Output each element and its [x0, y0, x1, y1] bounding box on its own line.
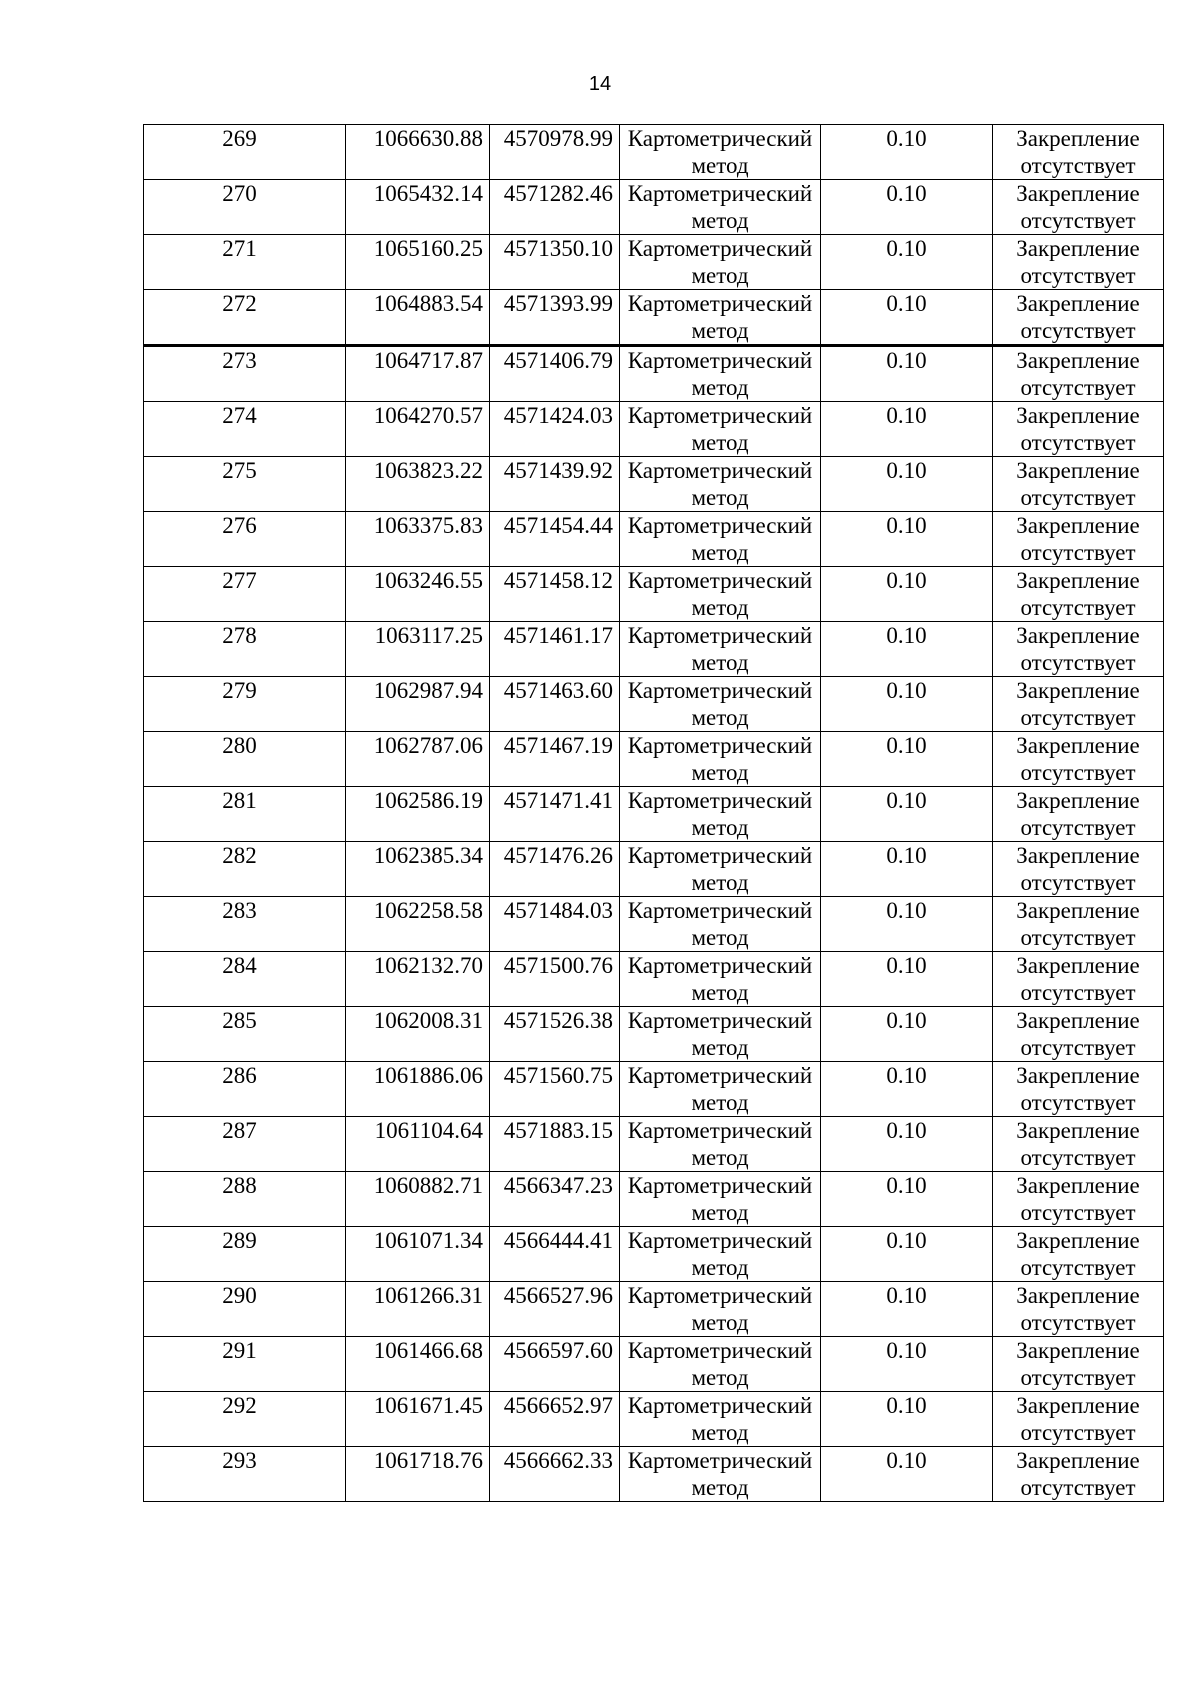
- x-coordinate-cell: 1066630.88: [346, 125, 490, 180]
- method-cell: [620, 567, 821, 622]
- y-coordinate-cell: 4571476.26: [490, 842, 620, 897]
- fixing-cell: [993, 457, 1164, 512]
- point-number-cell: 276: [144, 512, 346, 567]
- accuracy-cell: 0.10: [821, 1447, 993, 1502]
- fixing-line-2: отсутствует: [1020, 1200, 1136, 1225]
- fixing-line-1: Закрепление: [1016, 1338, 1140, 1363]
- point-number-cell: 275: [144, 457, 346, 512]
- method-cell: [620, 1007, 821, 1062]
- x-coordinate-cell: 1063117.25: [346, 622, 490, 677]
- point-number-cell: 290: [144, 1282, 346, 1337]
- table-row: [144, 677, 1164, 732]
- fixing-cell: [993, 952, 1164, 1007]
- y-coordinate-cell: 4571467.19: [490, 732, 620, 787]
- y-coordinate-cell: 4570978.99: [490, 125, 620, 180]
- fixing-cell: [993, 235, 1164, 290]
- method-line-2: метод: [691, 1035, 749, 1060]
- fixing-cell: [993, 290, 1164, 346]
- table-row: [144, 1337, 1164, 1392]
- fixing-cell: [993, 1282, 1164, 1337]
- fixing-cell: [993, 677, 1164, 732]
- x-coordinate-cell: 1063246.55: [346, 567, 490, 622]
- point-number-cell: 270: [144, 180, 346, 235]
- method-line-1: Картометрический: [627, 1338, 813, 1363]
- method-line-1: Картометрический: [627, 181, 813, 206]
- point-number-cell: 278: [144, 622, 346, 677]
- method-line-1: Картометрический: [627, 1008, 813, 1033]
- x-coordinate-cell: 1063375.83: [346, 512, 490, 567]
- method-cell: [620, 1337, 821, 1392]
- fixing-cell: [993, 787, 1164, 842]
- y-coordinate-cell: 4571526.38: [490, 1007, 620, 1062]
- method-cell: [620, 677, 821, 732]
- method-line-2: метод: [691, 375, 749, 400]
- point-number-cell: 289: [144, 1227, 346, 1282]
- point-number-cell: 285: [144, 1007, 346, 1062]
- fixing-line-1: Закрепление: [1016, 953, 1140, 978]
- x-coordinate-cell: 1064883.54: [346, 290, 490, 346]
- method-cell: [620, 787, 821, 842]
- method-line-1: Картометрический: [627, 1063, 813, 1088]
- method-cell: [620, 1062, 821, 1117]
- method-line-1: Картометрический: [627, 1283, 813, 1308]
- fixing-cell: [993, 1007, 1164, 1062]
- table-row: [144, 787, 1164, 842]
- accuracy-cell: 0.10: [821, 732, 993, 787]
- coordinates-table-container: [143, 124, 1163, 1502]
- method-line-2: метод: [691, 705, 749, 730]
- method-line-1: Картометрический: [627, 126, 813, 151]
- accuracy-cell: 0.10: [821, 180, 993, 235]
- table-row: [144, 1062, 1164, 1117]
- point-number-cell: 273: [144, 346, 346, 402]
- y-coordinate-cell: 4571393.99: [490, 290, 620, 346]
- table-row: [144, 346, 1164, 402]
- fixing-line-1: Закрепление: [1016, 1393, 1140, 1418]
- fixing-cell: [993, 1392, 1164, 1447]
- x-coordinate-cell: 1062787.06: [346, 732, 490, 787]
- point-number-cell: 283: [144, 897, 346, 952]
- method-line-2: метод: [691, 760, 749, 785]
- point-number-cell: 291: [144, 1337, 346, 1392]
- table-row: [144, 290, 1164, 346]
- fixing-line-1: Закрепление: [1016, 1448, 1140, 1473]
- accuracy-cell: 0.10: [821, 567, 993, 622]
- method-line-1: Картометрический: [627, 898, 813, 923]
- accuracy-cell: 0.10: [821, 952, 993, 1007]
- method-line-2: метод: [691, 870, 749, 895]
- fixing-line-2: отсутствует: [1020, 760, 1136, 785]
- table-row: [144, 897, 1164, 952]
- table-row: [144, 1117, 1164, 1172]
- y-coordinate-cell: 4571350.10: [490, 235, 620, 290]
- x-coordinate-cell: 1061886.06: [346, 1062, 490, 1117]
- method-line-2: метод: [691, 485, 749, 510]
- table-row: [144, 457, 1164, 512]
- accuracy-cell: 0.10: [821, 1117, 993, 1172]
- fixing-cell: [993, 1227, 1164, 1282]
- y-coordinate-cell: 4571439.92: [490, 457, 620, 512]
- table-row: [144, 180, 1164, 235]
- fixing-line-1: Закрепление: [1016, 1008, 1140, 1033]
- method-line-2: метод: [691, 263, 749, 288]
- method-cell: [620, 1117, 821, 1172]
- fixing-line-1: Закрепление: [1016, 513, 1140, 538]
- y-coordinate-cell: 4566652.97: [490, 1392, 620, 1447]
- fixing-line-1: Закрепление: [1016, 898, 1140, 923]
- fixing-line-2: отсутствует: [1020, 815, 1136, 840]
- point-number-cell: 279: [144, 677, 346, 732]
- method-line-1: Картометрический: [627, 678, 813, 703]
- fixing-cell: [993, 402, 1164, 457]
- fixing-line-1: Закрепление: [1016, 788, 1140, 813]
- y-coordinate-cell: 4571282.46: [490, 180, 620, 235]
- point-number-cell: 274: [144, 402, 346, 457]
- point-number-cell: 272: [144, 290, 346, 346]
- y-coordinate-cell: 4571461.17: [490, 622, 620, 677]
- fixing-line-2: отсутствует: [1020, 925, 1136, 950]
- x-coordinate-cell: 1062258.58: [346, 897, 490, 952]
- method-line-1: Картометрический: [627, 1118, 813, 1143]
- point-number-cell: 280: [144, 732, 346, 787]
- fixing-line-1: Закрепление: [1016, 568, 1140, 593]
- fixing-line-2: отсутствует: [1020, 430, 1136, 455]
- method-line-1: Картометрический: [627, 1173, 813, 1198]
- table-row: [144, 842, 1164, 897]
- fixing-line-2: отсутствует: [1020, 870, 1136, 895]
- fixing-line-1: Закрепление: [1016, 236, 1140, 261]
- x-coordinate-cell: 1064717.87: [346, 346, 490, 402]
- method-line-2: метод: [691, 1475, 749, 1500]
- accuracy-cell: 0.10: [821, 677, 993, 732]
- method-line-1: Картометрический: [627, 458, 813, 483]
- table-row: [144, 1282, 1164, 1337]
- fixing-line-2: отсутствует: [1020, 1475, 1136, 1500]
- method-line-2: метод: [691, 925, 749, 950]
- method-line-1: Картометрический: [627, 1448, 813, 1473]
- fixing-line-2: отсутствует: [1020, 650, 1136, 675]
- method-line-2: метод: [691, 430, 749, 455]
- accuracy-cell: 0.10: [821, 512, 993, 567]
- accuracy-cell: 0.10: [821, 1337, 993, 1392]
- method-line-1: Картометрический: [627, 348, 813, 373]
- y-coordinate-cell: 4571454.44: [490, 512, 620, 567]
- x-coordinate-cell: 1061071.34: [346, 1227, 490, 1282]
- method-line-2: метод: [691, 980, 749, 1005]
- fixing-line-1: Закрепление: [1016, 348, 1140, 373]
- method-cell: [620, 457, 821, 512]
- method-line-1: Картометрический: [627, 843, 813, 868]
- x-coordinate-cell: 1062385.34: [346, 842, 490, 897]
- method-line-2: метод: [691, 595, 749, 620]
- y-coordinate-cell: 4566662.33: [490, 1447, 620, 1502]
- point-number-cell: 286: [144, 1062, 346, 1117]
- method-cell: [620, 897, 821, 952]
- fixing-line-1: Закрепление: [1016, 1228, 1140, 1253]
- fixing-line-2: отсутствует: [1020, 263, 1136, 288]
- method-line-2: метод: [691, 540, 749, 565]
- method-cell: [620, 1282, 821, 1337]
- method-cell: [620, 346, 821, 402]
- fixing-line-2: отсутствует: [1020, 1255, 1136, 1280]
- x-coordinate-cell: 1065160.25: [346, 235, 490, 290]
- accuracy-cell: 0.10: [821, 842, 993, 897]
- y-coordinate-cell: 4571883.15: [490, 1117, 620, 1172]
- accuracy-cell: 0.10: [821, 1392, 993, 1447]
- fixing-line-2: отсутствует: [1020, 595, 1136, 620]
- method-line-2: метод: [691, 208, 749, 233]
- table-row: [144, 1007, 1164, 1062]
- fixing-line-2: отсутствует: [1020, 485, 1136, 510]
- method-line-1: Картометрический: [627, 236, 813, 261]
- method-cell: [620, 512, 821, 567]
- method-cell: [620, 732, 821, 787]
- point-number-cell: 269: [144, 125, 346, 180]
- accuracy-cell: 0.10: [821, 897, 993, 952]
- accuracy-cell: 0.10: [821, 346, 993, 402]
- accuracy-cell: 0.10: [821, 457, 993, 512]
- method-cell: [620, 1447, 821, 1502]
- fixing-line-1: Закрепление: [1016, 733, 1140, 758]
- fixing-line-2: отсутствует: [1020, 318, 1136, 343]
- y-coordinate-cell: 4566347.23: [490, 1172, 620, 1227]
- table-row: [144, 567, 1164, 622]
- fixing-cell: [993, 732, 1164, 787]
- table-row: [144, 952, 1164, 1007]
- fixing-line-2: отсутствует: [1020, 153, 1136, 178]
- fixing-cell: [993, 842, 1164, 897]
- y-coordinate-cell: 4571458.12: [490, 567, 620, 622]
- method-line-1: Картометрический: [627, 291, 813, 316]
- y-coordinate-cell: 4571500.76: [490, 952, 620, 1007]
- point-number-cell: 284: [144, 952, 346, 1007]
- point-number-cell: 281: [144, 787, 346, 842]
- point-number-cell: 292: [144, 1392, 346, 1447]
- x-coordinate-cell: 1062987.94: [346, 677, 490, 732]
- table-row: [144, 402, 1164, 457]
- fixing-line-1: Закрепление: [1016, 843, 1140, 868]
- method-cell: [620, 1227, 821, 1282]
- fixing-line-1: Закрепление: [1016, 623, 1140, 648]
- fixing-line-2: отсутствует: [1020, 1145, 1136, 1170]
- x-coordinate-cell: 1062132.70: [346, 952, 490, 1007]
- table-row: [144, 1392, 1164, 1447]
- method-line-1: Картометрический: [627, 568, 813, 593]
- fixing-line-2: отсутствует: [1020, 1365, 1136, 1390]
- accuracy-cell: 0.10: [821, 402, 993, 457]
- fixing-line-1: Закрепление: [1016, 458, 1140, 483]
- fixing-line-1: Закрепление: [1016, 678, 1140, 703]
- table-body: [144, 125, 1164, 1502]
- method-line-2: метод: [691, 1090, 749, 1115]
- fixing-cell: [993, 567, 1164, 622]
- fixing-cell: [993, 1337, 1164, 1392]
- y-coordinate-cell: 4566444.41: [490, 1227, 620, 1282]
- method-cell: [620, 125, 821, 180]
- table-row: [144, 1227, 1164, 1282]
- x-coordinate-cell: 1064270.57: [346, 402, 490, 457]
- method-line-1: Картометрический: [627, 1228, 813, 1253]
- method-cell: [620, 180, 821, 235]
- method-cell: [620, 402, 821, 457]
- method-line-2: метод: [691, 1255, 749, 1280]
- point-number-cell: 287: [144, 1117, 346, 1172]
- fixing-line-1: Закрепление: [1016, 1173, 1140, 1198]
- fixing-cell: [993, 1117, 1164, 1172]
- fixing-cell: [993, 1172, 1164, 1227]
- table-row: [144, 125, 1164, 180]
- point-number-cell: 271: [144, 235, 346, 290]
- y-coordinate-cell: 4566527.96: [490, 1282, 620, 1337]
- point-number-cell: 282: [144, 842, 346, 897]
- x-coordinate-cell: 1061671.45: [346, 1392, 490, 1447]
- method-line-2: метод: [691, 1200, 749, 1225]
- accuracy-cell: 0.10: [821, 125, 993, 180]
- method-line-1: Картометрический: [627, 403, 813, 428]
- x-coordinate-cell: 1060882.71: [346, 1172, 490, 1227]
- point-number-cell: 288: [144, 1172, 346, 1227]
- fixing-cell: [993, 622, 1164, 677]
- fixing-line-1: Закрепление: [1016, 403, 1140, 428]
- method-line-2: метод: [691, 815, 749, 840]
- accuracy-cell: 0.10: [821, 290, 993, 346]
- fixing-line-1: Закрепление: [1016, 291, 1140, 316]
- point-number-cell: 277: [144, 567, 346, 622]
- method-line-2: метод: [691, 1145, 749, 1170]
- method-line-1: Картометрический: [627, 513, 813, 538]
- x-coordinate-cell: 1062008.31: [346, 1007, 490, 1062]
- accuracy-cell: 0.10: [821, 787, 993, 842]
- accuracy-cell: 0.10: [821, 1172, 993, 1227]
- method-cell: [620, 952, 821, 1007]
- x-coordinate-cell: 1061718.76: [346, 1447, 490, 1502]
- method-line-1: Картометрический: [627, 733, 813, 758]
- x-coordinate-cell: 1065432.14: [346, 180, 490, 235]
- fixing-cell: [993, 125, 1164, 180]
- table-row: [144, 622, 1164, 677]
- method-cell: [620, 235, 821, 290]
- fixing-line-1: Закрепление: [1016, 1063, 1140, 1088]
- fixing-cell: [993, 1447, 1164, 1502]
- table-row: [144, 235, 1164, 290]
- method-line-1: Картометрический: [627, 953, 813, 978]
- fixing-line-2: отсутствует: [1020, 705, 1136, 730]
- method-line-2: метод: [691, 1365, 749, 1390]
- x-coordinate-cell: 1063823.22: [346, 457, 490, 512]
- method-line-1: Картометрический: [627, 1393, 813, 1418]
- y-coordinate-cell: 4571560.75: [490, 1062, 620, 1117]
- point-number-cell: 293: [144, 1447, 346, 1502]
- fixing-line-2: отсутствует: [1020, 1310, 1136, 1335]
- fixing-line-1: Закрепление: [1016, 1118, 1140, 1143]
- fixing-line-2: отсутствует: [1020, 1090, 1136, 1115]
- x-coordinate-cell: 1061266.31: [346, 1282, 490, 1337]
- page-number: 14: [588, 73, 612, 95]
- fixing-line-2: отсутствует: [1020, 540, 1136, 565]
- method-cell: [620, 1172, 821, 1227]
- method-line-1: Картометрический: [627, 623, 813, 648]
- table-row: [144, 1172, 1164, 1227]
- fixing-cell: [993, 346, 1164, 402]
- y-coordinate-cell: 4571471.41: [490, 787, 620, 842]
- accuracy-cell: 0.10: [821, 235, 993, 290]
- method-line-2: метод: [691, 153, 749, 178]
- x-coordinate-cell: 1061466.68: [346, 1337, 490, 1392]
- accuracy-cell: 0.10: [821, 1007, 993, 1062]
- accuracy-cell: 0.10: [821, 1282, 993, 1337]
- x-coordinate-cell: 1062586.19: [346, 787, 490, 842]
- method-line-2: метод: [691, 650, 749, 675]
- fixing-line-1: Закрепление: [1016, 181, 1140, 206]
- fixing-line-2: отсутствует: [1020, 980, 1136, 1005]
- method-line-2: метод: [691, 1420, 749, 1445]
- fixing-line-1: Закрепление: [1016, 1283, 1140, 1308]
- fixing-line-2: отсутствует: [1020, 208, 1136, 233]
- y-coordinate-cell: 4571484.03: [490, 897, 620, 952]
- method-line-2: метод: [691, 318, 749, 343]
- method-cell: [620, 622, 821, 677]
- accuracy-cell: 0.10: [821, 1227, 993, 1282]
- method-line-2: метод: [691, 1310, 749, 1335]
- fixing-cell: [993, 512, 1164, 567]
- table-row: [144, 1447, 1164, 1502]
- fixing-cell: [993, 897, 1164, 952]
- y-coordinate-cell: 4571424.03: [490, 402, 620, 457]
- method-cell: [620, 1392, 821, 1447]
- fixing-cell: [993, 180, 1164, 235]
- y-coordinate-cell: 4566597.60: [490, 1337, 620, 1392]
- accuracy-cell: 0.10: [821, 1062, 993, 1117]
- y-coordinate-cell: 4571406.79: [490, 346, 620, 402]
- accuracy-cell: 0.10: [821, 622, 993, 677]
- fixing-cell: [993, 1062, 1164, 1117]
- table-row: [144, 732, 1164, 787]
- table-row: [144, 512, 1164, 567]
- fixing-line-2: отсутствует: [1020, 1420, 1136, 1445]
- fixing-line-2: отсутствует: [1020, 375, 1136, 400]
- method-line-1: Картометрический: [627, 788, 813, 813]
- method-cell: [620, 290, 821, 346]
- fixing-line-2: отсутствует: [1020, 1035, 1136, 1060]
- method-cell: [620, 842, 821, 897]
- y-coordinate-cell: 4571463.60: [490, 677, 620, 732]
- x-coordinate-cell: 1061104.64: [346, 1117, 490, 1172]
- fixing-line-1: Закрепление: [1016, 126, 1140, 151]
- coordinates-table: [143, 124, 1164, 1502]
